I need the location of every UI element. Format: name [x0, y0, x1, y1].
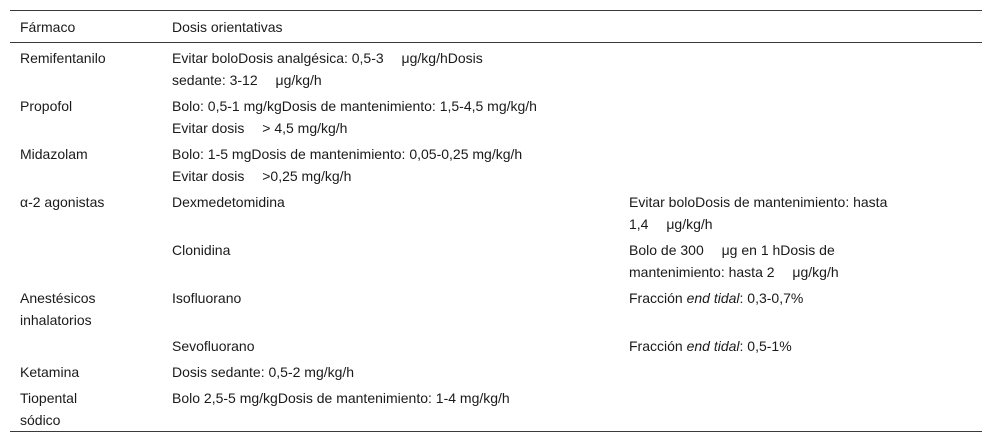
drug-cell [10, 43, 162, 92]
drug-name: sódico [20, 412, 61, 428]
drug-name: α-2 agonistas [20, 194, 105, 210]
dose-line [629, 335, 982, 357]
dose-text: Fracción [629, 290, 687, 306]
dose-text-italic: end tidal [686, 290, 740, 306]
drug-name: Propofol [20, 98, 73, 114]
dose-line: Bolo: 1-5 mgDosis de mantenimiento: 0,05-0,25 mg/kg/h [172, 146, 523, 162]
dose-line: Bolo de 300 μg en 1 hDosis de [629, 242, 835, 258]
drug-cell [10, 331, 162, 357]
table-row [10, 357, 982, 383]
drug-name: Tiopental [20, 390, 78, 406]
agent-name: Sevofluorano [172, 338, 255, 354]
agent-name: Dexmedetomidina [172, 194, 285, 210]
dose-cell [619, 235, 982, 283]
header-farmaco: Fármaco [20, 18, 76, 35]
dose-text: Fracción [629, 338, 687, 354]
dose-line: Evitar dosis > 4,5 mg/kg/h [172, 120, 348, 136]
dose-line [629, 287, 982, 309]
dose-cell [162, 383, 982, 432]
dose-line: Bolo 2,5-5 mg/kgDosis de mantenimiento: 1-4 mg/kg/h [172, 390, 510, 406]
dose-line: Evitar dosis >0,25 mg/kg/h [172, 168, 352, 184]
drug-cell [10, 383, 162, 432]
dosing-table [10, 10, 982, 432]
dose-text: : 0,5-1% [739, 338, 792, 354]
dose-line: Evitar boloDosis de mantenimiento: hasta [629, 194, 888, 210]
dose-cell [619, 283, 982, 331]
drug-cell [10, 91, 162, 139]
table-row [10, 383, 982, 432]
drug-cell [10, 139, 162, 187]
table-header [10, 11, 982, 43]
dose-text: : 0,3-0,7% [739, 290, 804, 306]
drug-name: Remifentanilo [20, 50, 106, 66]
agent-cell [162, 283, 619, 331]
header-row [10, 11, 982, 43]
dose-cell [619, 187, 982, 235]
header-dosis: Dosis orientativas [172, 18, 283, 35]
dose-line: mantenimiento: hasta 2 μg/kg/h [629, 264, 839, 280]
dose-line: sedante: 3-12 μg/kg/h [172, 72, 322, 88]
dose-cell [162, 357, 982, 383]
table-row [10, 187, 982, 235]
table-row [10, 43, 982, 92]
agent-cell [162, 235, 619, 283]
drug-cell [10, 357, 162, 383]
dose-text-italic: end tidal [686, 338, 740, 354]
agent-name: Isofluorano [172, 290, 242, 306]
table-row [10, 91, 982, 139]
drug-name: Anestésicos [20, 290, 96, 306]
table-row [10, 283, 982, 331]
drug-name: Ketamina [20, 364, 80, 380]
drug-name: inhalatorios [20, 312, 92, 328]
dose-cell [619, 331, 982, 357]
dose-cell [162, 43, 982, 92]
agent-cell [162, 187, 619, 235]
table-row [10, 139, 982, 187]
dose-cell [162, 139, 982, 187]
drug-name: Midazolam [20, 146, 88, 162]
drug-cell [10, 283, 162, 331]
table-row [10, 235, 982, 283]
dose-line: Dosis sedante: 0,5-2 mg/kg/h [172, 364, 355, 380]
table-row [10, 331, 982, 357]
drug-cell [10, 187, 162, 235]
drug-cell [10, 235, 162, 283]
dose-line: Bolo: 0,5-1 mg/kgDosis de mantenimiento: 1,5-4,5 mg/kg/h [172, 98, 537, 114]
agent-name: Clonidina [172, 242, 231, 258]
dose-line: Evitar boloDosis analgésica: 0,5-3 μg/kg/hDosis [172, 50, 483, 66]
agent-cell [162, 331, 619, 357]
dose-line: 1,4 μg/kg/h [629, 216, 713, 232]
dose-cell [162, 91, 982, 139]
